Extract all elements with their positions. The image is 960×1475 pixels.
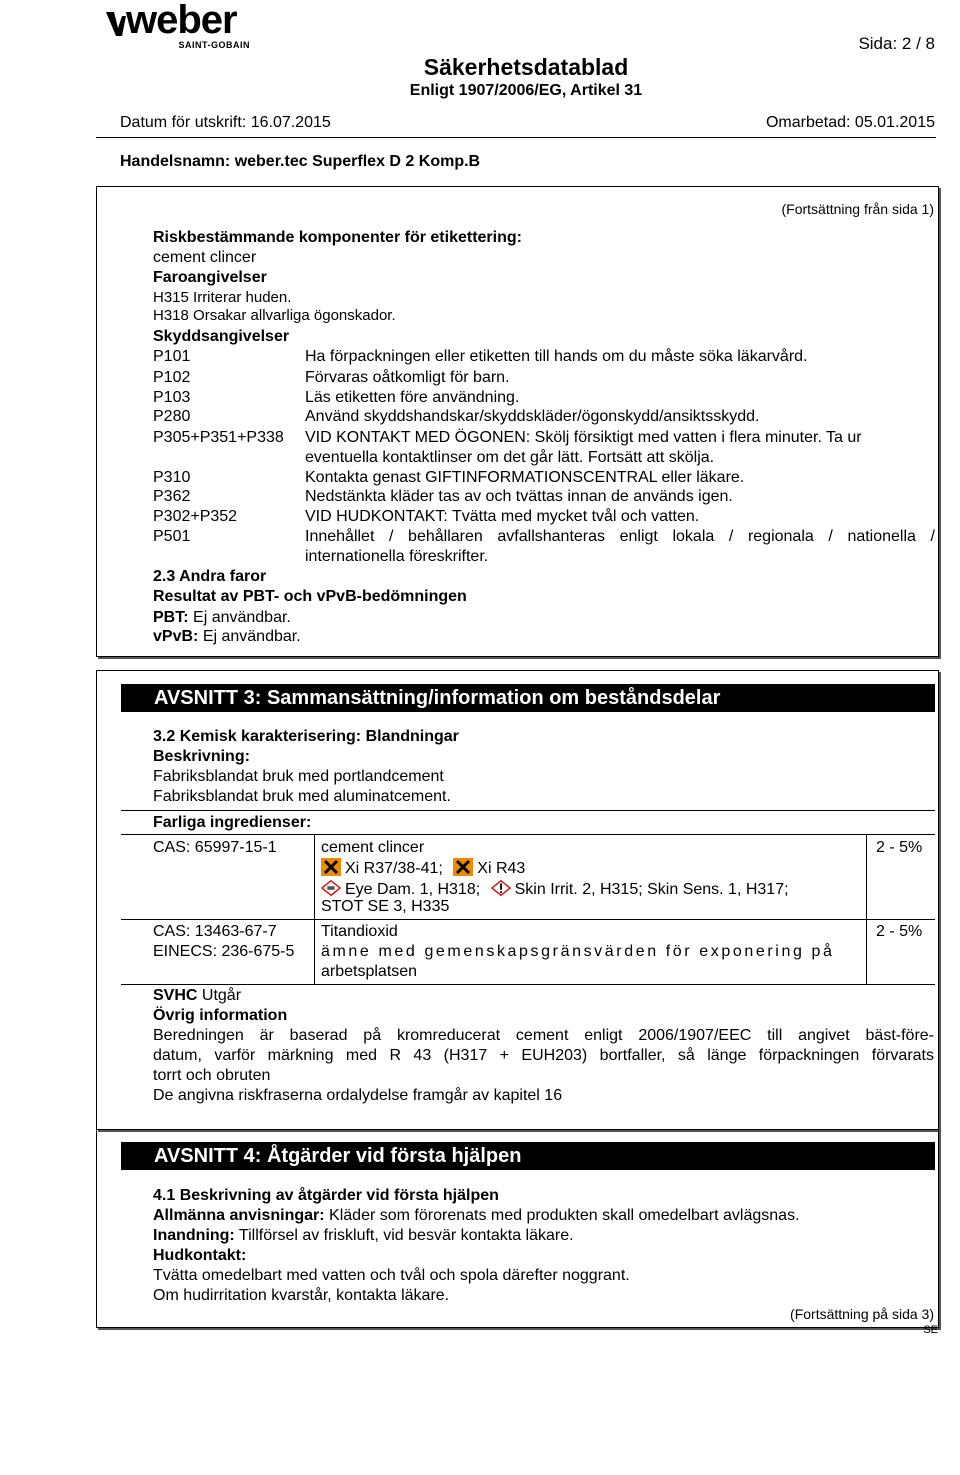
header-divider [96,137,936,138]
pbt-label: PBT: [153,609,189,626]
precaution-code: P305+P351+P338 [153,429,284,446]
continued-to: (Fortsättning på sida 3) [790,1306,934,1322]
inhalation-label: Inandning: [153,1227,235,1244]
ingredient-desc-cont: arbetsplatsen [321,963,418,980]
ingredient-name: cement clincer [321,839,425,856]
precaution-text: Använd skyddshandskar/skyddskläder/ögonskydd/ansiktsskydd. [305,408,760,425]
precaution-code: P101 [153,348,191,365]
risk-components-value: cement clincer [153,249,257,266]
svhc-value: Utgår [201,987,242,1004]
ingredient-class [321,858,525,879]
precaution-label: Skyddsangivelser [153,328,290,345]
ingredient-name: Titandioxid [321,923,398,940]
svhc-label: SVHC [153,987,198,1004]
precaution-text: Kontakta genast GIFTINFORMATIONSCENTRAL eller läkare. [305,469,745,486]
logo-subtitle: SAINT-GOBAIN [178,40,250,50]
precaution-code: P102 [153,369,191,386]
country-code: SE [923,1324,938,1336]
col-divider-2 [866,834,867,984]
ingredient-desc: ämne med gemenskapsgränsvärden för exponering på [321,943,835,960]
ingredient-percent: 2 - 5% [876,839,923,856]
ingredient-einecs: EINECS: 236-675-5 [153,943,295,960]
class-xi-r43: Xi R43 [477,860,526,877]
other-info-line: datum, varför märkning med R 43 (H317 + EUH203) bortfaller, så länge förpackningen förvarats [153,1047,934,1064]
other-info-line: Beredningen är baserad på kromreducerat cement enligt 2006/1907/EEC till angivet bäst-före- [153,1027,934,1044]
general-value: Kläder som förorenats med produkten skall omedelbart avlägsnas. [329,1207,800,1224]
hazard-h318: H318 Orsakar allvarliga ögonskador. [153,307,396,324]
precaution-text: Läs etiketten före användning. [305,389,520,406]
pbt-value: Ej användbar. [193,609,291,626]
skin-line: Om hudirritation kvarstår, kontakta läkare. [153,1287,450,1304]
ingredient-percent: 2 - 5% [876,923,923,940]
class-xi-r37: Xi R37/38-41; [345,860,443,877]
precaution-text: Innehållet / behållaren avfallshanteras enligt lokala / regionala / nationella / [305,528,935,545]
document-title: Säkerhetsdatablad [423,54,629,80]
row-divider [121,919,935,920]
precaution-text: VID HUDKONTAKT: Tvätta med mycket tvål och vatten. [305,508,700,525]
ingredient-id: CAS: 13463-67-7 [153,923,277,940]
ingredients-top-rule [121,810,935,811]
risk-components-label: Riskbestämmande komponenter för etikettering: [153,229,522,246]
pbt-heading: Resultat av PBT- och vPvB-bedömningen [153,588,467,605]
vpvb-label: vPvB: [153,628,199,645]
precaution-text: Nedstänkta kläder tas av och tvättas innan de används igen. [305,488,733,505]
col-divider-1 [314,834,315,984]
precaution-text-cont: eventuella kontaktlinser om det går lätt. Fortsätt att skölja. [305,449,715,466]
other-hazards-heading: 2.3 Andra faror [153,568,267,585]
skin-label: Hudkontakt: [153,1247,247,1264]
precaution-code: P302+P352 [153,508,238,525]
hazard-h315: H315 Irriterar huden. [153,289,292,306]
ingredients-table [121,834,935,985]
ingredient-id: CAS: 65997-15-1 [153,839,277,856]
general-label: Allmänna anvisningar: [153,1207,325,1224]
other-info-label: Övrig information [153,1007,288,1024]
precaution-code: P362 [153,488,191,505]
vpvb-value: Ej användbar. [202,628,301,645]
description-line: Fabriksblandat bruk med portlandcement [153,768,444,785]
page-number: Sida: 2 / 8 [858,34,935,53]
other-info-line: De angivna riskfraserna ordalydelse framgår av kapitel 16 [153,1087,563,1104]
class-skin: Skin Irrit. 2, H315; Skin Sens. 1, H317; [514,881,789,898]
inhalation-value: Tillförsel av friskluft, vid besvär kontakta läkare. [238,1227,574,1244]
weber-logo [104,0,250,52]
description-label: Beskrivning: [153,748,250,765]
logo-wordmark: weber [126,0,237,42]
hazard-label: Faroangivelser [153,269,267,286]
harmful-cross-icon [453,858,473,876]
precaution-text: VID KONTAKT MED ÖGONEN: Skölj försiktigt med vatten i flera minuter. Ta ur [305,429,862,446]
harmful-cross-icon [321,858,341,876]
corrosion-icon [321,879,341,897]
revised-date: Omarbetad: 05.01.2015 [765,114,935,131]
ingredients-label: Farliga ingredienser: [153,814,312,831]
precaution-code: P310 [153,469,191,486]
precaution-text: Ha förpackningen eller etiketten till hands om du måste söka läkarvård. [305,348,808,365]
description-line: Fabriksblandat bruk med aluminatcement. [153,788,451,805]
precaution-code: P103 [153,389,191,406]
skin-line: Tvätta omedelbart med vatten och tvål och spola därefter noggrant. [153,1267,630,1284]
precaution-text: Förvaras oåtkomligt för barn. [305,369,510,386]
trade-name: Handelsnamn: weber.tec Superflex D 2 Komp.B [120,153,481,170]
section-3-heading: AVSNITT 3: Sammansättning/information om beståndsdelar [121,684,935,712]
exclamation-mark-icon [491,879,511,897]
precaution-text-cont: internationella föreskrifter. [305,548,489,565]
print-date: Datum för utskrift: 16.07.2015 [120,114,331,131]
section-4-heading: AVSNITT 4: Åtgärder vid första hjälpen [121,1142,935,1170]
continued-from: (Fortsättning från sida 1) [781,201,934,217]
document-subtitle: Enligt 1907/2006/EG, Artikel 31 [409,82,643,99]
ingredient-class-stot: STOT SE 3, H335 [321,898,450,915]
precaution-code: P501 [153,528,191,545]
other-info-line: torrt och obruten [153,1067,271,1084]
precaution-code: P280 [153,408,191,425]
class-eye-dam: Eye Dam. 1, H318; [345,881,481,898]
section-3-sub: 3.2 Kemisk karakterisering: Blandningar [153,728,459,745]
section-4-sub: 4.1 Beskrivning av åtgärder vid första hjälpen [153,1187,499,1204]
